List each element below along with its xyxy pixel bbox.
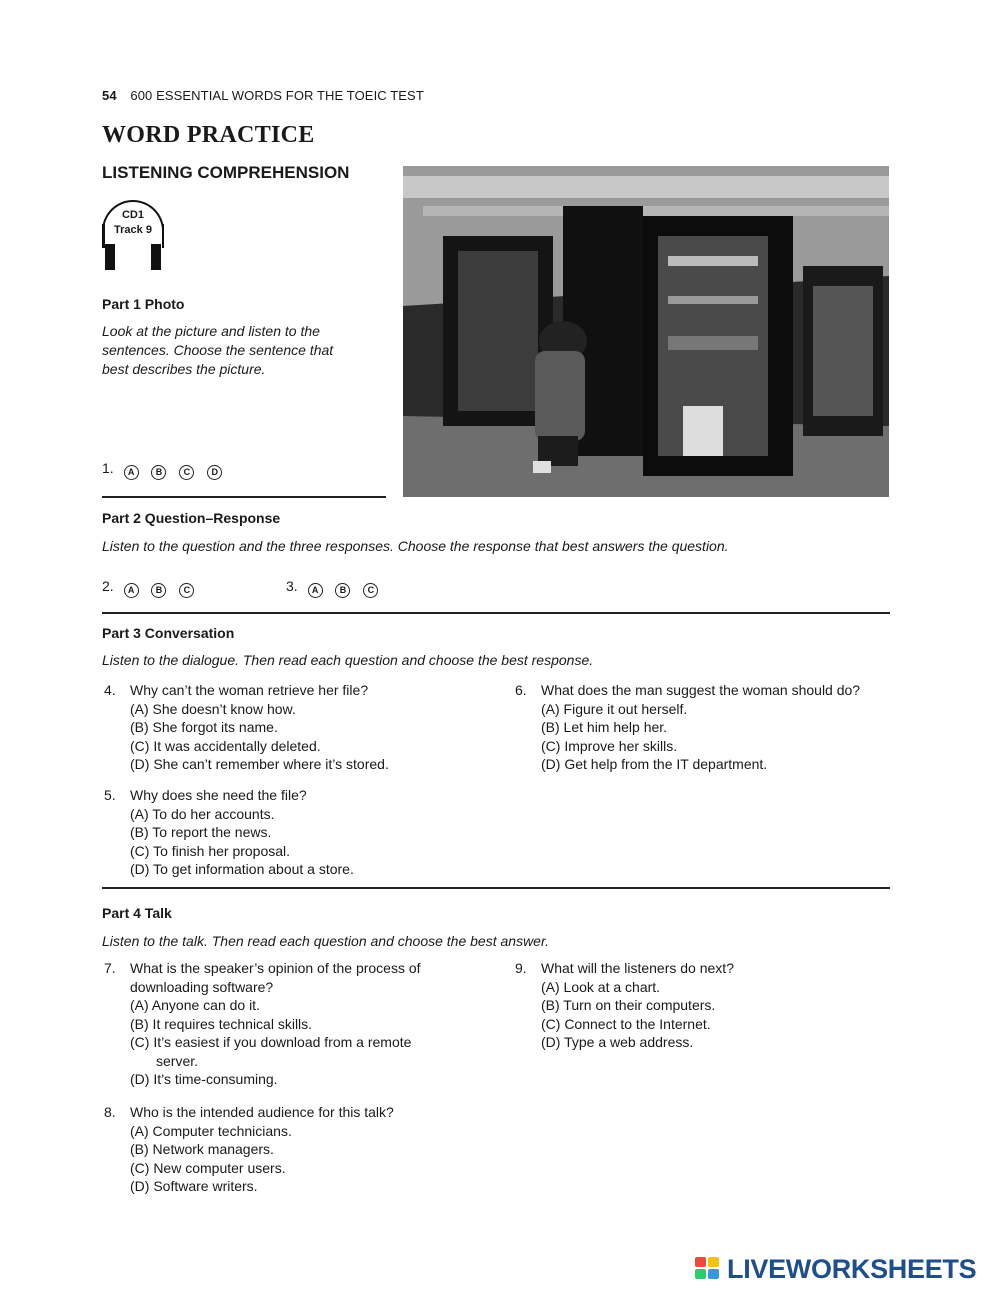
question-number: 1. xyxy=(102,460,114,476)
answer-row-3 xyxy=(286,578,387,598)
question-6 xyxy=(515,681,875,774)
option-c[interactable]: (C) Connect to the Internet. xyxy=(541,1015,711,1032)
part4-heading: Part 4 Talk xyxy=(102,905,172,921)
headphones-icon xyxy=(102,200,164,272)
divider xyxy=(102,612,890,614)
option-a[interactable]: (A) Look at a chart. xyxy=(541,978,661,995)
option-b[interactable]: (B) It requires technical skills. xyxy=(130,1015,313,1032)
option-a[interactable]: (A) Anyone can do it. xyxy=(130,997,260,1013)
part2-heading: Part 2 Question–Response xyxy=(102,510,281,526)
option-b[interactable]: (B) She forgot its name. xyxy=(130,719,278,735)
question-5 xyxy=(104,786,504,879)
option-c[interactable]: (C) New computer users. xyxy=(130,1159,286,1176)
divider xyxy=(102,496,386,498)
part3-heading: Part 3 Conversation xyxy=(102,625,235,641)
question-8 xyxy=(104,1103,504,1196)
part3-instructions: Listen to the dialogue. Then read each question and choose the best response. xyxy=(102,652,594,668)
question-stem: Why can’t the woman retrieve her file? xyxy=(130,682,369,698)
question-number: 4. xyxy=(104,682,116,698)
option-a[interactable]: (A) Figure it out herself. xyxy=(541,700,688,717)
part1-heading: Part 1 Photo xyxy=(102,296,185,312)
part2-instructions: Listen to the question and the three responses. Choose the response that best answers the question. xyxy=(102,538,729,554)
answer-bubble-c[interactable]: C xyxy=(363,583,378,598)
option-d[interactable]: (D) Get help from the IT department. xyxy=(541,756,768,772)
option-b[interactable]: (B) Let him help her. xyxy=(541,719,668,735)
server-room-photo xyxy=(403,166,889,497)
question-number: 2. xyxy=(102,578,114,594)
question-9 xyxy=(515,959,875,1052)
section-subtitle: LISTENING COMPREHENSION xyxy=(102,163,350,182)
track-label: Track 9 xyxy=(114,224,152,236)
option-c[interactable]: (C) To finish her proposal. xyxy=(130,842,291,859)
question-number: 3. xyxy=(286,578,298,594)
question-number: 7. xyxy=(104,960,116,976)
option-a[interactable]: (A) She doesn’t know how. xyxy=(130,700,296,717)
part1-instructions: Look at the picture and listen to the sentences. Choose the sentence that best describes the picture. xyxy=(102,323,334,377)
book-title: 600 ESSENTIAL WORDS FOR THE TOEIC TEST xyxy=(130,88,424,103)
question-7 xyxy=(104,959,464,1089)
answer-bubble-a[interactable]: A xyxy=(124,583,139,598)
option-c[interactable]: (C) Improve her skills. xyxy=(541,737,678,754)
question-number: 9. xyxy=(515,960,527,976)
running-header xyxy=(102,88,424,103)
answer-bubble-b[interactable]: B xyxy=(335,583,350,598)
brand-wordmark: LIVEWORKSHEETS xyxy=(727,1254,977,1284)
page-number: 54 xyxy=(102,88,117,103)
option-b[interactable]: (B) Turn on their computers. xyxy=(541,997,716,1013)
part4-instructions: Listen to the talk. Then read each question and choose the best answer. xyxy=(102,933,549,949)
option-d[interactable]: (D) Software writers. xyxy=(130,1178,258,1194)
answer-row-1 xyxy=(102,460,231,480)
option-a[interactable]: (A) Computer technicians. xyxy=(130,1122,292,1139)
question-number: 6. xyxy=(515,682,527,698)
answer-bubble-c[interactable]: C xyxy=(179,465,194,480)
option-a[interactable]: (A) To do her accounts. xyxy=(130,805,275,822)
option-d[interactable]: (D) To get information about a store. xyxy=(130,861,354,877)
question-number: 8. xyxy=(104,1104,116,1120)
question-number: 5. xyxy=(104,787,116,803)
question-stem: What will the listeners do next? xyxy=(541,960,734,976)
option-d[interactable]: (D) Type a web address. xyxy=(541,1034,694,1050)
option-b[interactable]: (B) To report the news. xyxy=(130,824,272,840)
divider xyxy=(102,887,890,889)
answer-row-2 xyxy=(102,578,203,598)
answer-bubble-a[interactable]: A xyxy=(308,583,323,598)
option-d[interactable]: (D) It’s time-consuming. xyxy=(130,1071,278,1087)
question-stem: Why does she need the file? xyxy=(130,787,307,803)
answer-bubble-d[interactable]: D xyxy=(207,465,222,480)
cd-label: CD1 xyxy=(121,209,144,221)
option-d[interactable]: (D) She can’t remember where it’s stored. xyxy=(130,756,389,772)
answer-bubble-b[interactable]: B xyxy=(151,465,166,480)
logo-grid-icon xyxy=(695,1257,721,1281)
question-stem: What is the speaker’s opinion of the process of downloading software? xyxy=(130,960,421,995)
question-4 xyxy=(104,681,504,774)
question-stem: Who is the intended audience for this talk? xyxy=(130,1104,394,1120)
answer-bubble-a[interactable]: A xyxy=(124,465,139,480)
question-stem: What does the man suggest the woman should do? xyxy=(541,682,861,698)
answer-bubble-c[interactable]: C xyxy=(179,583,194,598)
page-title: WORD PRACTICE xyxy=(102,122,315,148)
option-b[interactable]: (B) Network managers. xyxy=(130,1141,274,1157)
answer-bubble-b[interactable]: B xyxy=(151,583,166,598)
option-c[interactable]: (C) It was accidentally deleted. xyxy=(130,737,321,754)
option-c[interactable]: (C) It’s easiest if you download from a remote server. xyxy=(130,1034,412,1069)
